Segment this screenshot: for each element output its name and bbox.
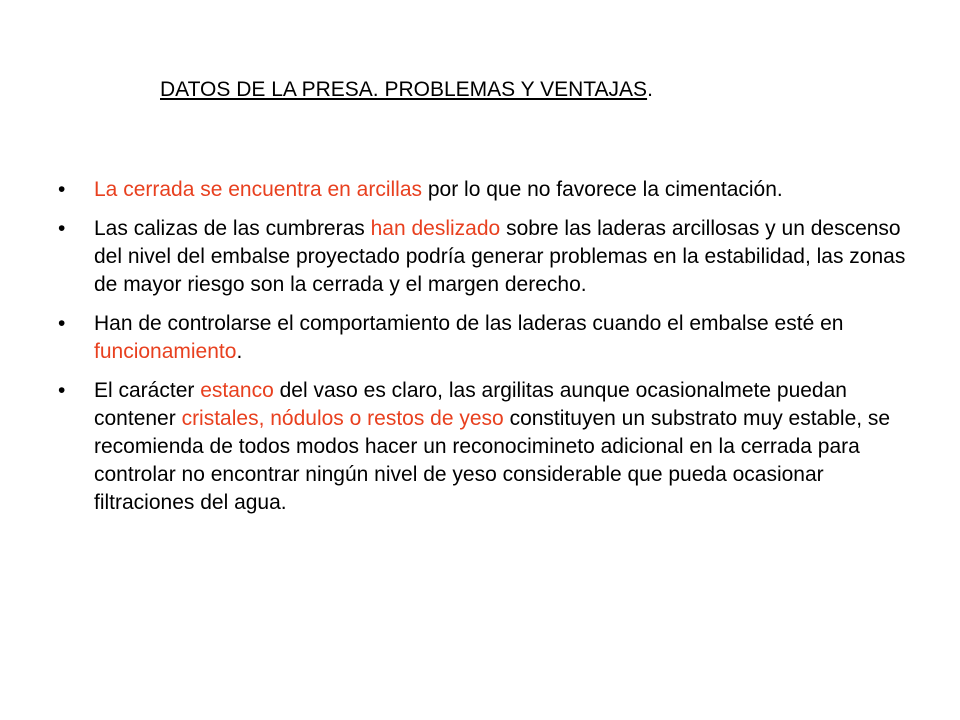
bullet-list xyxy=(58,176,918,528)
bullet-item xyxy=(58,310,918,366)
highlight-text: cristales, nódulos o restos de yeso xyxy=(181,407,504,430)
bullet-dot-icon: • xyxy=(58,312,66,335)
title-text: DATOS DE LA PRESA. PROBLEMAS Y VENTAJAS xyxy=(160,78,648,101)
bullet-text: sobre las laderas arcillosas y un descenso del nivel del embalse proyectado podría generar problemas en la estabilidad, las zonas de mayor riesgo son la cerrada y el margen derecho. xyxy=(94,217,906,296)
bullet-text: constituyen un substrato muy estable, se recomienda de todos modos hacer un reconocimineto adicional en la cerrada para controlar no encontrar ningún nivel de yeso considerable que pueda ocasionar filtraciones del agua. xyxy=(94,407,891,514)
highlight-text: funcionamiento xyxy=(94,340,237,363)
title-period: . xyxy=(647,78,653,101)
bullet-text: del vaso es claro, las argilitas aunque ocasionalmete puedan contener xyxy=(94,379,847,430)
bullet-item xyxy=(58,377,918,517)
highlight-text: estanco xyxy=(200,379,274,402)
highlight-text: han deslizado xyxy=(370,217,501,240)
bullet-text: . xyxy=(236,340,243,363)
bullet-dot-icon: • xyxy=(58,178,66,201)
bullet-dot-icon: • xyxy=(58,379,66,402)
bullet-item xyxy=(58,215,918,299)
bullet-text: Las calizas de las cumbreras xyxy=(94,217,371,240)
bullet-dot-icon: • xyxy=(58,217,66,240)
bullet-text: Han de controlarse el comportamiento de las laderas cuando el embalse esté en xyxy=(94,312,844,335)
highlight-text: La cerrada se encuentra en arcillas xyxy=(94,178,423,201)
bullet-text: El carácter xyxy=(94,379,201,402)
page-title xyxy=(160,76,653,104)
bullet-text: por lo que no favorece la cimentación. xyxy=(422,178,783,201)
bullet-item xyxy=(58,176,918,204)
